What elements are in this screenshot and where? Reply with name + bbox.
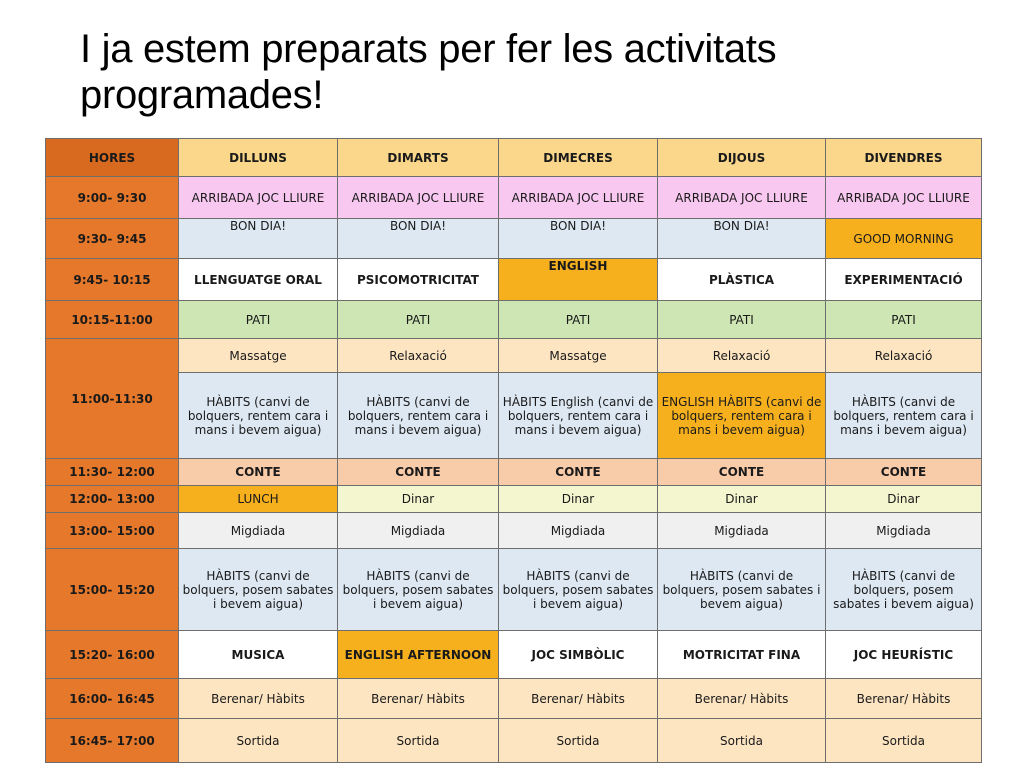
activity-cell: Berenar/ Hàbits xyxy=(826,679,982,719)
activity-cell: ARRIBADA JOC LLIURE xyxy=(499,177,658,219)
table-header-row xyxy=(46,139,982,177)
activity-cell: JOC HEURÍSTIC xyxy=(826,631,982,679)
activity-cell: Berenar/ Hàbits xyxy=(499,679,658,719)
activity-cell: GOOD MORNING xyxy=(826,219,982,259)
activity-cell: Migdiada xyxy=(179,513,338,549)
table-row xyxy=(46,219,982,259)
table-row xyxy=(46,373,982,459)
activity-cell: LUNCH xyxy=(179,486,338,513)
table-row xyxy=(46,177,982,219)
activity-cell: Sortida xyxy=(658,719,826,763)
activity-cell: Dinar xyxy=(658,486,826,513)
activity-cell: ARRIBADA JOC LLIURE xyxy=(826,177,982,219)
activity-cell: HÀBITS English (canvi de bolquers, rentem cara i mans i bevem aigua) xyxy=(499,373,658,459)
activity-cell: ENGLISH xyxy=(499,259,658,301)
activity-cell: BON DIA! xyxy=(179,219,338,259)
hour-cell: 12:00- 13:00 xyxy=(46,486,179,513)
header-dimarts: DIMARTS xyxy=(338,139,499,177)
table-row xyxy=(46,459,982,486)
header-hores: HORES xyxy=(46,139,179,177)
activity-cell: Sortida xyxy=(826,719,982,763)
table-row xyxy=(46,259,982,301)
activity-cell: HÀBITS (canvi de bolquers, posem sabates i bevem aigua) xyxy=(658,549,826,631)
activity-cell: ENGLISH AFTERNOON xyxy=(338,631,499,679)
header-dimecres: DIMECRES xyxy=(499,139,658,177)
activity-cell: ARRIBADA JOC LLIURE xyxy=(338,177,499,219)
hour-cell: 15:20- 16:00 xyxy=(46,631,179,679)
activity-cell: JOC SIMBÒLIC xyxy=(499,631,658,679)
activity-cell: HÀBITS (canvi de bolquers, rentem cara i mans i bevem aigua) xyxy=(826,373,982,459)
table-row xyxy=(46,301,982,339)
activity-cell: Sortida xyxy=(338,719,499,763)
hour-cell: 9:00- 9:30 xyxy=(46,177,179,219)
activity-cell: CONTE xyxy=(826,459,982,486)
table-row xyxy=(46,719,982,763)
activity-cell: Migdiada xyxy=(338,513,499,549)
table-row xyxy=(46,549,982,631)
activity-cell: Berenar/ Hàbits xyxy=(338,679,499,719)
activity-cell: PATI xyxy=(658,301,826,339)
hour-cell: 11:30- 12:00 xyxy=(46,459,179,486)
activity-cell: Berenar/ Hàbits xyxy=(658,679,826,719)
header-dijous: DIJOUS xyxy=(658,139,826,177)
activity-cell: PSICOMOTRICITAT xyxy=(338,259,499,301)
activity-cell: HÀBITS (canvi de bolquers, posem sabates i bevem aigua) xyxy=(826,549,982,631)
activity-cell: MUSICA xyxy=(179,631,338,679)
activity-cell: Dinar xyxy=(826,486,982,513)
activity-cell: HÀBITS (canvi de bolquers, posem sabates i bevem aigua) xyxy=(338,549,499,631)
activity-cell: Relaxació xyxy=(658,339,826,373)
activity-cell: Sortida xyxy=(179,719,338,763)
hour-cell: 11:00-11:30 xyxy=(46,339,179,459)
activity-cell: Massatge xyxy=(499,339,658,373)
activity-cell: Massatge xyxy=(179,339,338,373)
hour-cell: 16:45- 17:00 xyxy=(46,719,179,763)
hour-cell: 13:00- 15:00 xyxy=(46,513,179,549)
page-title: I ja estem preparats per fer les activitats programades! xyxy=(80,27,777,117)
activity-cell: PATI xyxy=(499,301,658,339)
activity-cell: Relaxació xyxy=(826,339,982,373)
activity-cell: MOTRICITAT FINA xyxy=(658,631,826,679)
activity-cell: HÀBITS (canvi de bolquers, rentem cara i mans i bevem aigua) xyxy=(179,373,338,459)
table-row xyxy=(46,679,982,719)
activity-cell: PATI xyxy=(179,301,338,339)
table-row xyxy=(46,339,982,373)
activity-cell: CONTE xyxy=(658,459,826,486)
activity-cell: PATI xyxy=(338,301,499,339)
activity-cell: Dinar xyxy=(499,486,658,513)
activity-cell: BON DIA! xyxy=(338,219,499,259)
schedule-table xyxy=(45,138,982,763)
activity-cell: CONTE xyxy=(499,459,658,486)
hour-cell: 10:15-11:00 xyxy=(46,301,179,339)
table-row xyxy=(46,486,982,513)
activity-cell: EXPERIMENTACIÓ xyxy=(826,259,982,301)
activity-cell: Dinar xyxy=(338,486,499,513)
activity-cell: Sortida xyxy=(499,719,658,763)
activity-cell: CONTE xyxy=(338,459,499,486)
activity-cell: HÀBITS (canvi de bolquers, posem sabates i bevem aigua) xyxy=(499,549,658,631)
activity-cell: HÀBITS (canvi de bolquers, rentem cara i mans i bevem aigua) xyxy=(338,373,499,459)
activity-cell: LLENGUATGE ORAL xyxy=(179,259,338,301)
hour-cell: 15:00- 15:20 xyxy=(46,549,179,631)
activity-cell: ENGLISH HÀBITS (canvi de bolquers, rentem cara i mans i bevem aigua) xyxy=(658,373,826,459)
activity-cell: PLÀSTICA xyxy=(658,259,826,301)
hour-cell: 9:30- 9:45 xyxy=(46,219,179,259)
hour-cell: 16:00- 16:45 xyxy=(46,679,179,719)
activity-cell: Migdiada xyxy=(658,513,826,549)
activity-cell: ARRIBADA JOC LLIURE xyxy=(658,177,826,219)
activity-cell: BON DIA! xyxy=(658,219,826,259)
activity-cell: HÀBITS (canvi de bolquers, posem sabates i bevem aigua) xyxy=(179,549,338,631)
activity-cell: PATI xyxy=(826,301,982,339)
activity-cell: CONTE xyxy=(179,459,338,486)
activity-cell: Berenar/ Hàbits xyxy=(179,679,338,719)
activity-cell: ARRIBADA JOC LLIURE xyxy=(179,177,338,219)
table-row xyxy=(46,631,982,679)
activity-cell: Relaxació xyxy=(338,339,499,373)
hour-cell: 9:45- 10:15 xyxy=(46,259,179,301)
activity-cell: Migdiada xyxy=(826,513,982,549)
activity-cell: BON DIA! xyxy=(499,219,658,259)
header-divendres: DIVENDRES xyxy=(826,139,982,177)
table-row xyxy=(46,513,982,549)
activity-cell: Migdiada xyxy=(499,513,658,549)
header-dilluns: DILLUNS xyxy=(179,139,338,177)
